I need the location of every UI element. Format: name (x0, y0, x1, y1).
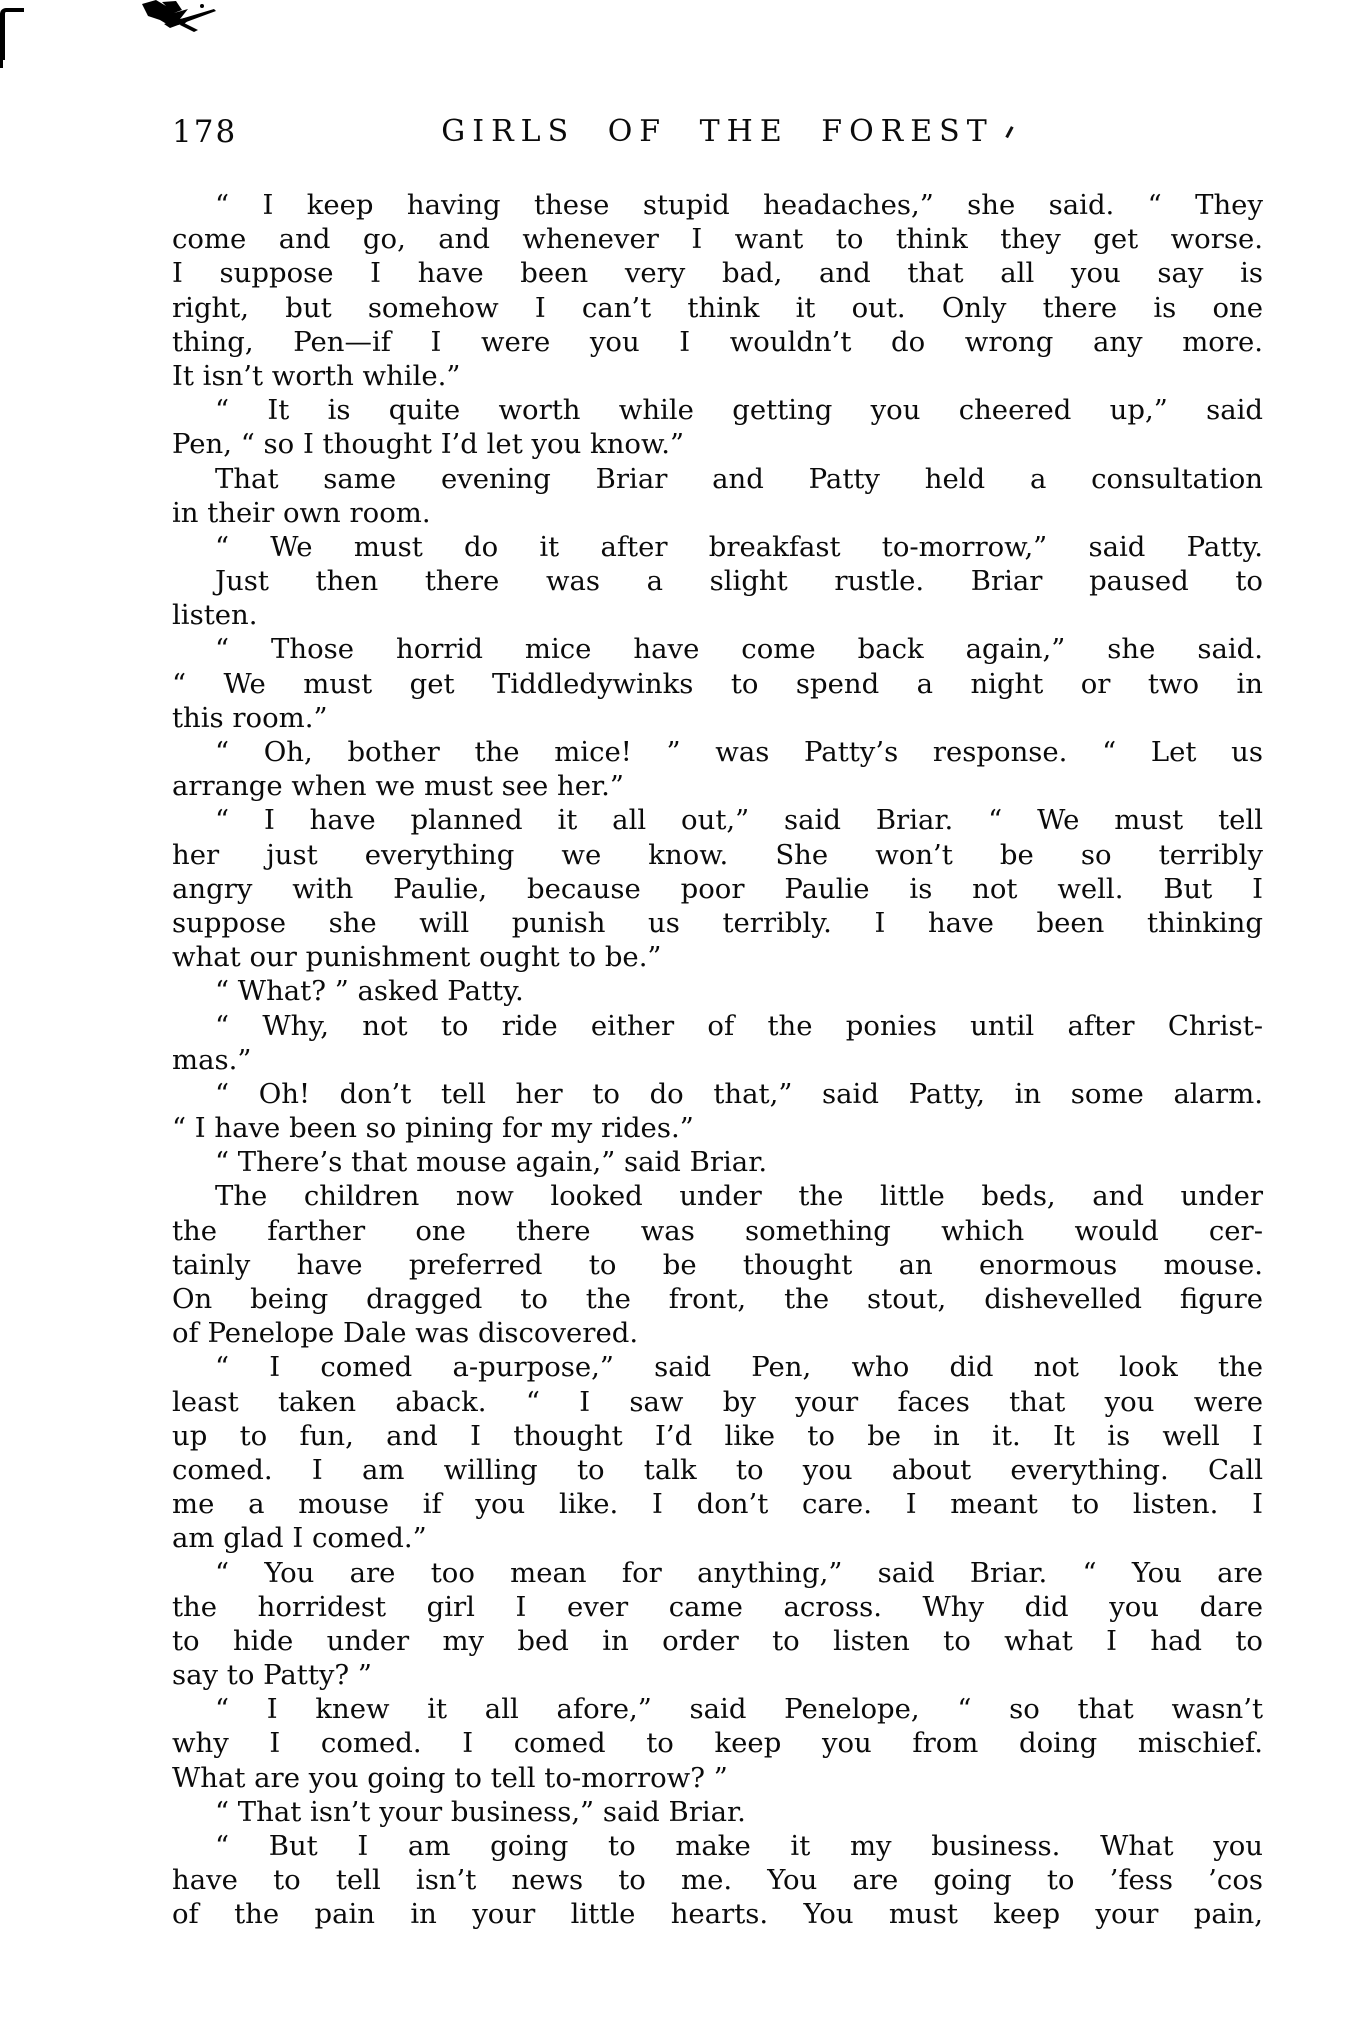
text-line: The children now looked under the little beds, and under (215, 1180, 1263, 1213)
text-line: this room.” (172, 701, 328, 734)
text-line: “ Oh, bother the mice! ” was Patty’s response. “ Let us (215, 736, 1263, 768)
text-line: suppose she will punish us terribly. I have been thinking (172, 906, 1263, 939)
text-line: up to fun, and I thought I’d like to be in it. It is well I (172, 1419, 1263, 1452)
text-line: the farther one there was something which would cer- (172, 1214, 1263, 1247)
text-line: the horridest girl I ever came across. Why did you dare (172, 1590, 1263, 1623)
text-line: “ You are too mean for anything,” said Briar. “ You are (215, 1556, 1263, 1589)
text-line: “ We must do it after breakfast to-morrow,” said Patty. (215, 530, 1263, 563)
scan-corner-bracket-mark (0, 8, 24, 60)
text-line: have to tell isn’t news to me. You are going to ’fess ’cos (172, 1864, 1263, 1897)
text-line: why I comed. I comed to keep you from doing mischief. (172, 1727, 1263, 1760)
body-text (172, 188, 1263, 1932)
text-line: her just everything we know. She won’t be so terribly (172, 838, 1263, 871)
text-line: “ I keep having these stupid headaches,” she said. “ They (215, 189, 1263, 221)
text-line: What are you going to tell to-morrow? ” (172, 1761, 728, 1794)
text-line: in their own room. (172, 496, 431, 529)
text-line: say to Patty? ” (172, 1659, 372, 1692)
text-line: I suppose I have been very bad, and that all you say is (172, 257, 1263, 290)
text-line: “ That isn’t your business,” said Briar. (215, 1795, 746, 1828)
text-line: On being dragged to the front, the stout, dishevelled figure (172, 1283, 1263, 1315)
text-line: angry with Paulie, because poor Paulie is not well. But I (172, 872, 1263, 905)
text-line: mas.” (172, 1043, 252, 1076)
page-header-title: GIRLS OF THE FOREST (441, 114, 994, 149)
text-line: tainly have preferred to be thought an enormous mouse. (172, 1248, 1263, 1281)
text-line: come and go, and whenever I want to think they get worse. (172, 223, 1263, 256)
text-line: am glad I comed.” (172, 1522, 427, 1555)
text-line: right, but somehow I can’t think it out. Only there is one (172, 291, 1263, 324)
text-line: least taken aback. “ I saw by your faces that you were (172, 1385, 1263, 1418)
text-line: me a mouse if you like. I don’t care. I meant to listen. I (172, 1488, 1263, 1521)
text-line: “ I have planned it all out,” said Briar. “ We must tell (215, 804, 1263, 837)
text-line: what our punishment ought to be.” (172, 941, 662, 974)
running-header (172, 112, 1263, 152)
text-line: “ We must get Tiddledywinks to spend a night or two in (172, 667, 1263, 700)
text-line: of the pain in your little hearts. You must keep your pain, (172, 1898, 1263, 1931)
text-line: That same evening Briar and Patty held a consultation (215, 462, 1263, 495)
text-line: arrange when we must see her.” (172, 770, 624, 803)
text-line: “ Why, not to ride either of the ponies until after Christ- (215, 1009, 1263, 1042)
text-line: comed. I am willing to talk to you about everything. Call (172, 1453, 1263, 1486)
page-number: 178 (172, 114, 238, 150)
ink-smudge (136, 0, 226, 42)
text-line: “ But I am going to make it my business. What you (215, 1830, 1263, 1862)
text-line: “ I comed a-purpose,” said Pen, who did not look the (215, 1351, 1263, 1384)
text-line: “ I knew it all afore,” said Penelope, “ so that wasn’t (215, 1693, 1263, 1726)
text-line: Just then there was a slight rustle. Briar paused to (215, 565, 1263, 598)
text-line: “ There’s that mouse again,” said Briar. (215, 1146, 768, 1179)
text-line: “ Those horrid mice have come back again,” she said. (215, 633, 1263, 666)
text-line: “ What? ” asked Patty. (215, 975, 524, 1008)
text-line: to hide under my bed in order to listen to what I had to (172, 1624, 1263, 1657)
book-page (172, 112, 1263, 1932)
text-line: It isn’t worth while.” (172, 359, 461, 392)
text-line: “ I have been so pining for my rides.” (172, 1112, 694, 1145)
text-line: “ Oh! don’t tell her to do that,” said Patty, in some alarm. (215, 1077, 1263, 1110)
text-line: Pen, “ so I thought I’d let you know.” (172, 428, 685, 461)
text-line: of Penelope Dale was discovered. (172, 1317, 639, 1350)
text-line: “ It is quite worth while getting you cheered up,” said (215, 394, 1263, 427)
text-line: thing, Pen—if I were you I wouldn’t do wrong any more. (172, 325, 1263, 358)
text-line: listen. (172, 599, 258, 632)
